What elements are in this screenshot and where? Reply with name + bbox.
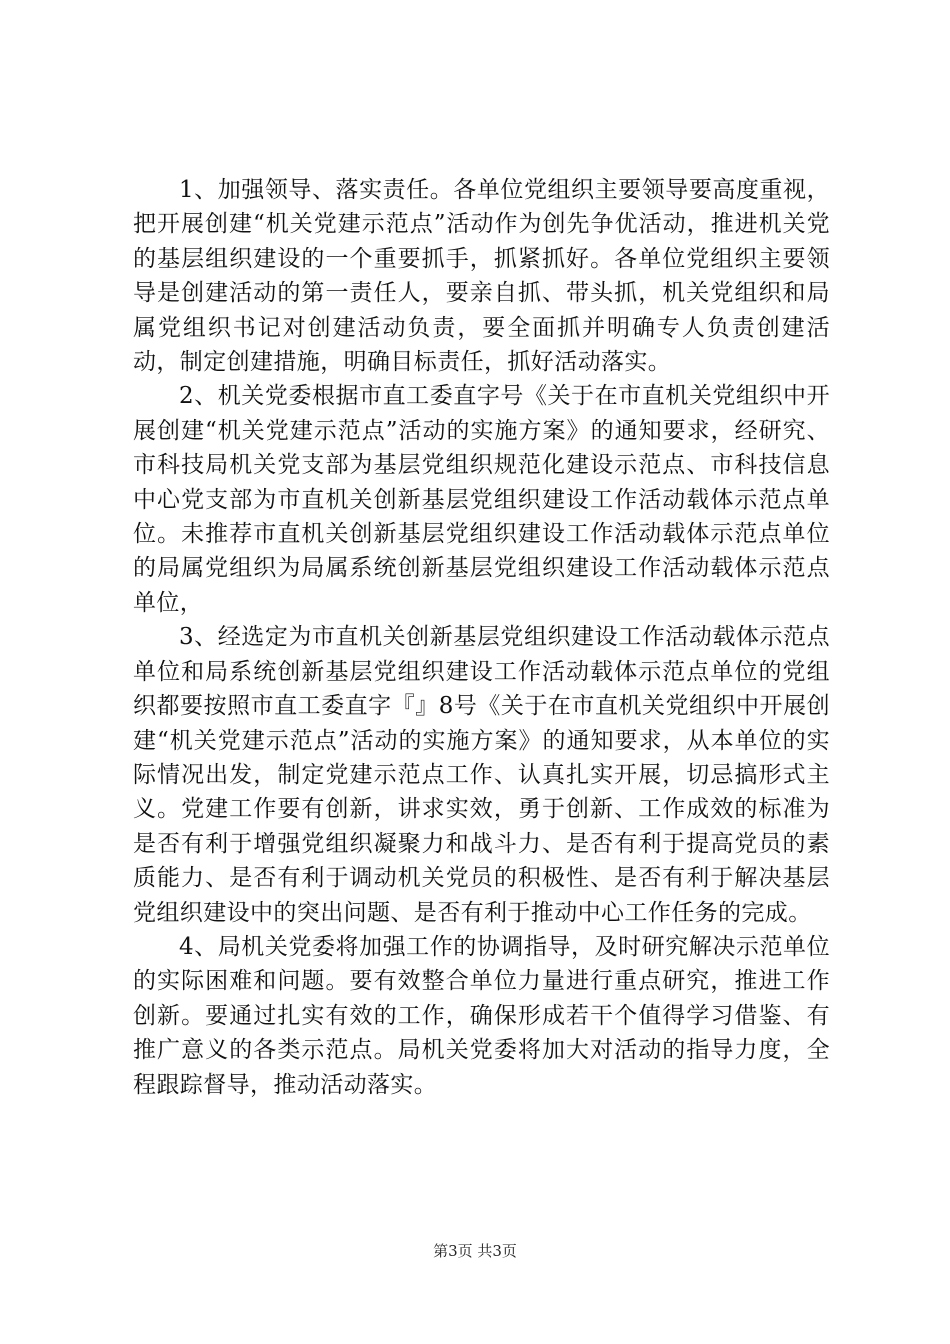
document-body	[133, 173, 830, 1102]
paragraph-3: 3、经选定为市直机关创新基层党组织建设工作活动载体示范点单位和局系统创新基层党组织建设工作活动载体示范点单位的党组织都要按照市直工委直字『』8号《关于在市直机关党组织中开展创建“机关党建示范点”活动的实施方案》的通知要求，从本单位的实际情况出发，制定党建示范点工作、认真扎实开展，切忌搞形式主义。党建工作要有创新，讲求实效，勇于创新、工作成效的标准为是否有利于增强党组织凝聚力和战斗力、是否有利于提高党员的素质能力、是否有利于调动机关党员的积极性、是否有利于解决基层党组织建设中的突出问题、是否有利于推动中心工作任务的完成。	[133, 624, 830, 926]
paragraph-2: 2、机关党委根据市直工委直字号《关于在市直机关党组织中开展创建“机关党建示范点”活动的实施方案》的通知要求，经研究、市科技局机关党支部为基层党组织规范化建设示范点、市科技信息中心党支部为市直机关创新基层党组织建设工作活动载体示范点单位。未推荐市直机关创新基层党组织建设工作活动载体示范点单位的局属党组织为局属系统创新基层党组织建设工作活动载体示范点单位，	[133, 383, 830, 616]
paragraph-1: 1、加强领导、落实责任。各单位党组织主要领导要高度重视，把开展创建“机关党建示范点”活动作为创先争优活动，推进机关党的基层组织建设的一个重要抓手，抓紧抓好。各单位党组织主要领导是创建活动的第一责任人，要亲自抓、带头抓，机关党组织和局属党组织书记对创建活动负责，要全面抓并明确专人负责创建活动，制定创建措施，明确目标责任，抓好活动落实。	[133, 177, 830, 376]
paragraph-4: 4、局机关党委将加强工作的协调指导，及时研究解决示范单位的实际困难和问题。要有效整合单位力量进行重点研究，推进工作创新。要通过扎实有效的工作，确保形成若干个值得学习借鉴、有推广意义的各类示范点。局机关党委将加大对活动的指导力度，全程跟踪督导，推动活动落实。	[133, 933, 830, 1098]
page-footer: 第3页 共3页	[433, 1242, 517, 1260]
